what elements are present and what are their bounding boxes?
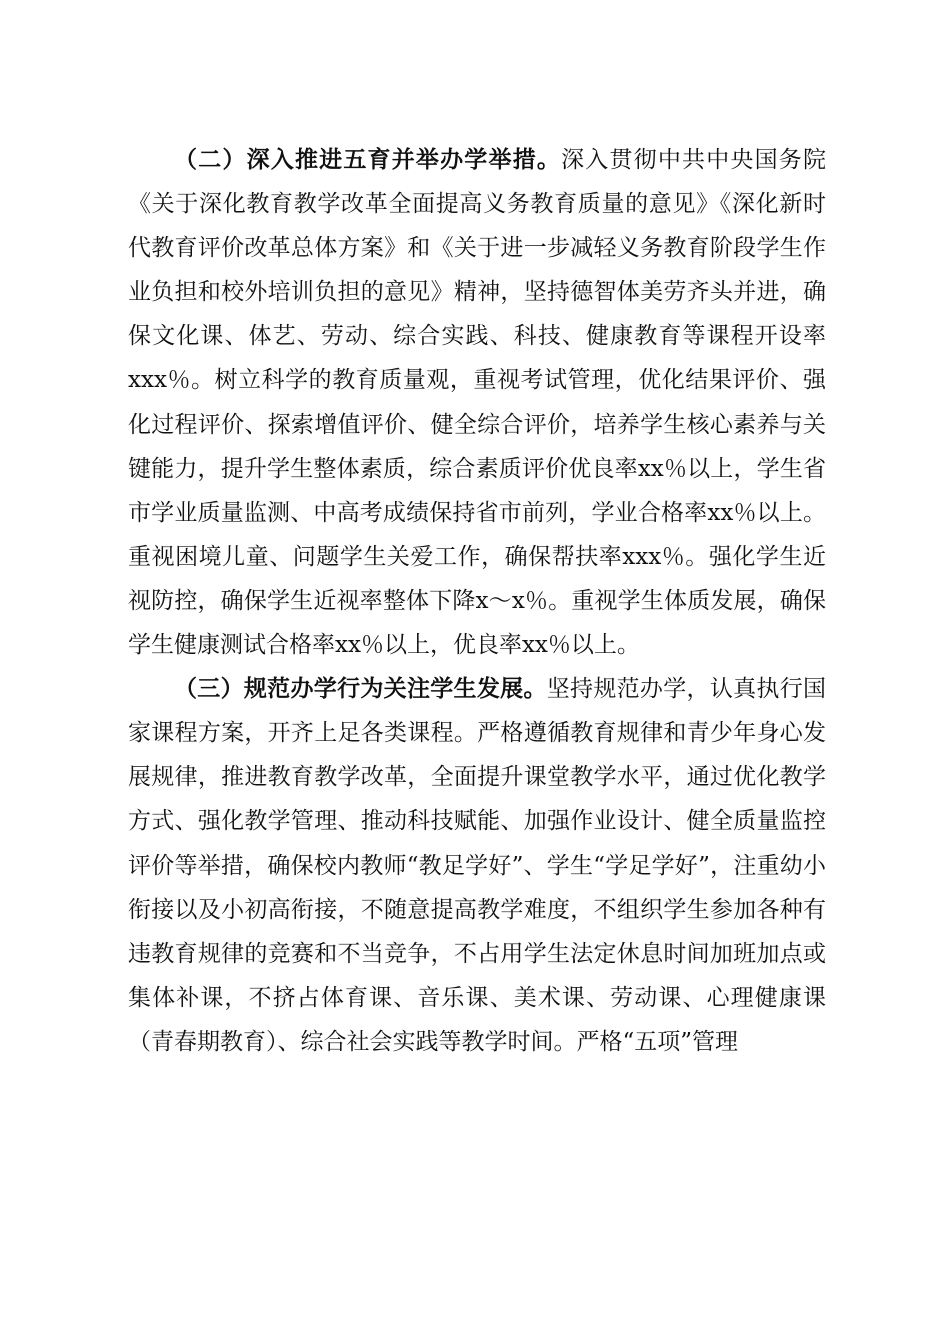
paragraph-3 — [128, 667, 826, 1064]
paragraph-text: 坚持规范办学，认真执行国家课程方案，开齐上足各类课程。严格遵循教育规律和青少年身心发展规律，推进教育教学改革，全面提升课堂教学水平，通过优化教学方式、强化教学管理、推动科技赋能、加强作业设计、健全质量监控评价等举措，确保校内教师“教足学好”、学生“学足学好”，注重幼小衔接以及小初高衔接，不随意提高教学难度，不组织学生参加各种有违教育规律的竞赛和不当竞争，不占用学生法定休息时间加班加点或集体补课，不挤占体育课、音乐课、美术课、劳动课、心理健康课（青春期教育）、综合社会实践等教学时间。严格“五项”管理 — [128, 676, 827, 1055]
paragraph-heading: （三）规范办学行为关注学生发展。 — [174, 676, 547, 703]
paragraph-heading: （二）深入推进五育并举办学举措。 — [174, 147, 562, 173]
paragraph-text: 深入贯彻中共中央国务院《关于深化教育教学改革全面提高义务教育质量的意见》《深化新时代教育评价改革总体方案》和《关于进一步减轻义务教育阶段学生作业负担和校外培训负担的意见》精神，坚持德智体美劳齐头并进，确保文化课、体艺、劳动、综合实践、科技、健康教育等课程开设率xxx％。树立科学的教育质量观，重视考试管理，优化结果评价、强化过程评价、探索增值评价、健全综合评价，培养学生核心素养与关键能力，提升学生整体素质，综合素质评价优良率xx％以上，学生省市学业质量监测、中高考成绩保持省市前列，学业合格率xx％以上。重视困境儿童、问题学生关爱工作，确保帮扶率xxx％。强化学生近视防控，确保学生近视率整体下降x～x％。重视学生体质发展，确保学生健康测试合格率xx％以上，优良率xx％以上。 — [128, 147, 827, 659]
paragraph-2 — [128, 138, 826, 667]
document-body — [128, 138, 826, 1064]
